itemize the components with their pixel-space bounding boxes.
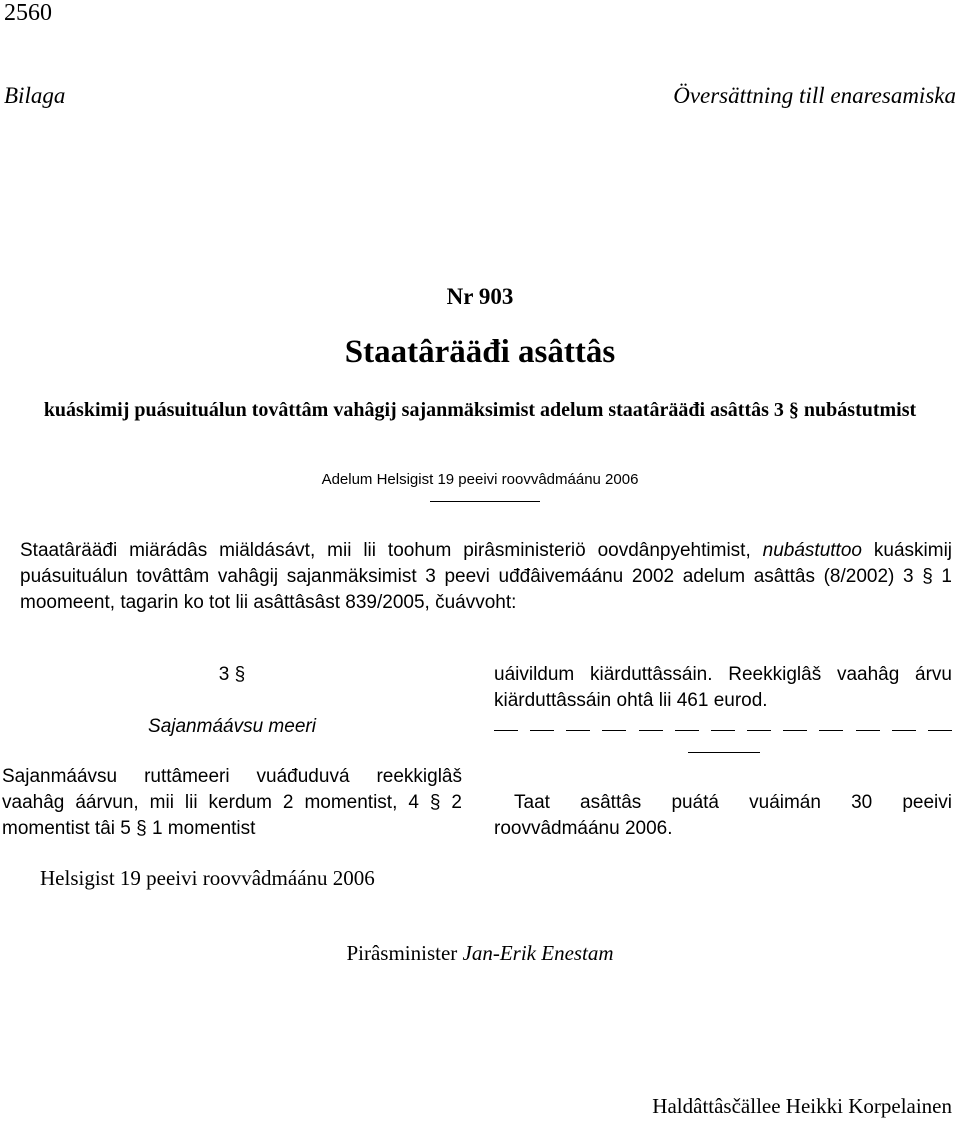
section-body-left: Sajanmáávsu ruttâmeeri vuáđuduvá reekkiglâš vaahâg áárvun, mii lii kerdum 2 momentist, 4 § 2 momentist tâi 5 § 1 momentist — [2, 766, 462, 839]
dash-mark — [747, 730, 771, 736]
dash-mark — [856, 730, 880, 736]
dash-mark — [928, 730, 952, 736]
date-line: Adelum Helsigist 19 peeivi roovvâdmáánu 2006 — [321, 471, 639, 488]
dash-mark — [819, 730, 843, 736]
divider-mid — [688, 752, 760, 753]
dash-mark — [639, 730, 663, 736]
section-title: Sajanmáávsu meeri — [148, 716, 316, 737]
minister-title: Pirâsminister — [346, 941, 458, 965]
divider-short — [430, 501, 540, 502]
dash-mark — [892, 730, 916, 736]
place-date: Helsigist 19 peeivi roovvâdmáánu 2006 — [40, 866, 375, 890]
dash-mark — [711, 730, 735, 736]
header-right: Översättning till enaresamiska — [673, 83, 956, 108]
dash-mark — [675, 730, 699, 736]
minister-name: Jan-Erik Enestam — [462, 941, 614, 965]
dash-separator — [494, 730, 952, 736]
secretary-signature: Haldâttâsčällee Heikki Korpelainen — [652, 1094, 952, 1118]
section-heading: 3 § — [218, 664, 246, 685]
section-body-right: uáivildum kiärduttâssáin. Reekkiglâš vaahâg árvu kiärduttâssáin ohtâ lii 461 eurod. — [494, 664, 952, 711]
preamble — [20, 538, 952, 616]
preamble-italic: nubástuttoo — [762, 540, 862, 561]
header-left: Bilaga — [4, 83, 66, 108]
document-subtitle: kuáskimij puásuituálun tovâttâm vahâgij sajanmäksimist adelum staatârääđi asâttâs 3 § nubástutmist — [43, 399, 917, 421]
document-number: Nr 903 — [446, 284, 514, 309]
preamble-part2: kuáskimij puásuituálun tovâttâm vahâgij sajanmäksimist 3 peevi uđđâivemáánu 2002 adelum asâttâs (8/2002) 3 § 1 moomeent, tagarin ko tot lii asâttâsâst 839/2005, čuávvoht: — [20, 540, 953, 613]
dash-mark — [530, 730, 554, 736]
dash-mark — [566, 730, 590, 736]
minister-signature — [0, 941, 960, 966]
final-clause: Taat asâttâs puátá vuáimán 30 peeivi roovvâdmáánu 2006. — [494, 792, 952, 839]
dash-mark — [494, 730, 518, 736]
dash-mark — [602, 730, 626, 736]
page-number: 2560 — [4, 0, 52, 26]
preamble-part1: Staatârääđi miärádâs miäldásávt, mii lii toohum pirâsministeriö oovdânpyehtimist, — [20, 540, 751, 561]
dash-mark — [783, 730, 807, 736]
document-title: Staatârääđi asâttâs — [344, 334, 616, 370]
